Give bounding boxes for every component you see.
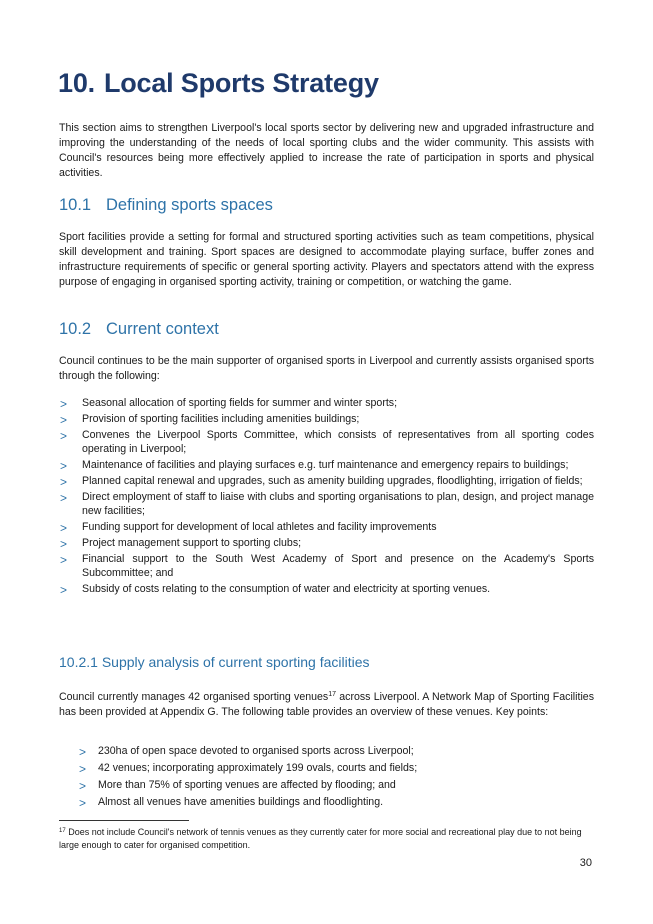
list-item: > Planned capital renewal and upgrades, such as amenity building upgrades, floodlighting, irrigation of fields; [60,475,583,489]
support-list [59,396,594,598]
bullet-arrow-icon: > [60,583,68,597]
footnote-reference: 17 [328,691,336,698]
chapter-heading [58,68,379,99]
section-10-2-paragraph: Council continues to be the main supporter of organised sports in Liverpool and currently assists organised sports through the following: [59,355,594,382]
list-item: > Direct employment of staff to liaise with clubs and sporting organisations to plan, design, and project manage new facilities; [60,491,594,517]
list-item: > Seasonal allocation of sporting fields for summer and winter sports; [60,397,398,411]
list-item: > Financial support to the South West Academy of Sport and presence on the Academy's Sports Subcommittee; and [60,553,594,579]
list-item: > Convenes the Liverpool Sports Committee, which consists of representatives from all sporting codes operating in Liverpool; [60,429,594,455]
subsection-heading-10-2-1: 10.2.1 Supply analysis of current sporting facilities [59,654,370,670]
bullet-arrow-icon: > [60,491,68,505]
page-number: 30 [579,857,592,869]
bullet-arrow-icon: > [60,553,68,567]
bullet-arrow-icon: > [79,762,87,776]
footnote-number: 17 [59,828,66,834]
section-number: 10.1 [59,196,92,214]
section-10-1-paragraph: Sport facilities provide a setting for formal and structured sporting activities such as team competitions, physical skill development and training. Sport spaces are designed to accommodate playing surface, buffer zones and infrastructure requirements of specific or general sporting activity. Players and spectators attend with the express purpose of engaging in organised sporting activity, training or competition, or watching the game. [59,231,594,288]
footnote-text: Does not include Council's network of tennis venues as they currently cater for more social and recreational play due to not being large enough to cater for organised competition. [59,827,582,850]
bullet-arrow-icon: > [60,475,68,489]
bullet-arrow-icon: > [79,779,87,793]
list-item: > Funding support for development of local athletes and facility improvements [60,521,437,535]
footnote-divider [59,820,189,821]
bullet-arrow-icon: > [60,459,68,473]
bullet-arrow-icon: > [79,745,87,759]
section-title: Defining sports spaces [106,196,273,214]
chapter-title: Local Sports Strategy [103,68,379,98]
footnote [59,826,594,852]
bullet-arrow-icon: > [79,796,87,810]
section-number: 10.2 [59,320,92,338]
list-item: > Maintenance of facilities and playing surfaces e.g. turf maintenance and emergency repairs to buildings; [60,459,569,473]
list-item: > Provision of sporting facilities including amenities buildings; [60,413,360,427]
list-item: > More than 75% of sporting venues are affected by flooding; and [79,779,396,793]
section-heading-10-2 [59,320,219,339]
section-10-2-1-paragraph: Council currently manages 42 organised sporting venues$^{17}$ across Liverpool. A Network Map of Sporting Facilities has been provided at Appendix G. The following table provides an overview of these venues. Key points: [59,691,594,718]
bullet-arrow-icon: > [60,413,68,427]
list-item: > Subsidy of costs relating to the consumption of water and electricity at sporting venues. [60,583,491,597]
key-points-list [78,744,594,812]
list-item: > 230ha of open space devoted to organised sports across Liverpool; [79,745,414,759]
list-item: > Almost all venues have amenities buildings and floodlighting. [79,796,384,810]
section-heading-10-1 [59,196,273,215]
bullet-arrow-icon: > [60,397,68,411]
list-item: > Project management support to sporting clubs; [60,537,302,551]
bullet-arrow-icon: > [60,429,68,443]
chapter-number: 10. [58,68,95,98]
intro-paragraph: This section aims to strengthen Liverpool's local sports sector by delivering new and upgraded infrastructure and improving the understanding of the needs of local sporting clubs and the wider community. This assists with Council's resources being more effectively applied to increase the rate of participation in sports and physical activities. [59,122,594,179]
bullet-arrow-icon: > [60,521,68,535]
bullet-arrow-icon: > [60,537,68,551]
list-item: > 42 venues; incorporating approximately 199 ovals, courts and fields; [79,762,418,776]
section-title: Current context [106,320,219,338]
